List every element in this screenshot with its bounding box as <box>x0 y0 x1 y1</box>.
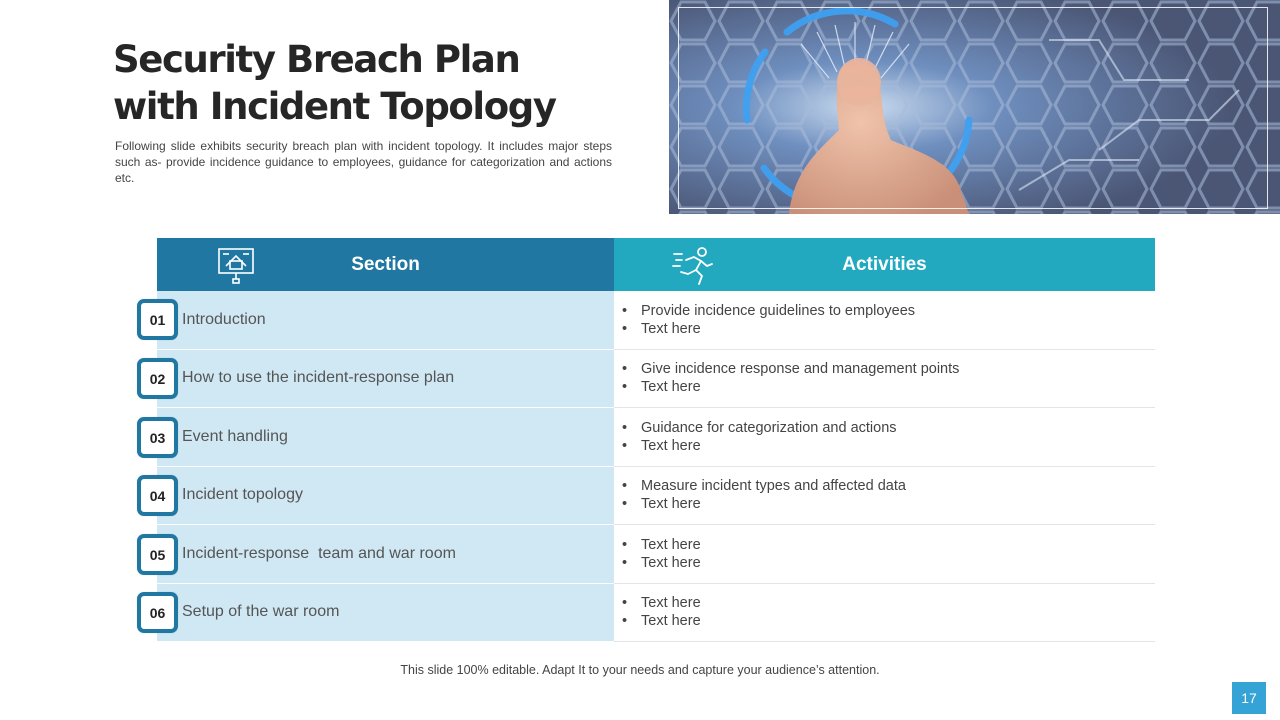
computer-network-icon <box>217 246 255 284</box>
section-cell: How to use the incident-response plan <box>157 350 614 409</box>
table-header <box>157 238 1155 291</box>
section-cell: Introduction <box>157 291 614 350</box>
page-number: 17 <box>1232 682 1266 714</box>
activities-cell <box>614 525 1155 584</box>
activity-bullet: • Guidance for categorization and actions <box>622 419 1155 437</box>
activities-cell <box>614 467 1155 526</box>
table-row <box>157 291 1155 350</box>
activities-cell <box>614 408 1155 467</box>
section-cell: Incident topology <box>157 467 614 526</box>
step-number-badge: 04 <box>137 475 178 516</box>
activity-bullet: • Give incidence response and management points <box>622 360 1155 378</box>
section-cell: Event handling <box>157 408 614 467</box>
step-number-badge: 05 <box>137 534 178 575</box>
activities-cell <box>614 584 1155 643</box>
footer-note: This slide 100% editable. Adapt It to your needs and capture your audience’s attention. <box>400 663 880 677</box>
section-cell: Setup of the war room <box>157 584 614 643</box>
plan-table <box>157 238 1155 642</box>
activity-bullet: • Text here <box>622 320 1155 338</box>
slide-title <box>113 36 593 130</box>
step-number-badge: 01 <box>137 299 178 340</box>
table-row <box>157 408 1155 467</box>
step-number-badge: 02 <box>137 358 178 399</box>
activity-bullet: • Text here <box>622 437 1155 455</box>
section-cell: Incident-response team and war room <box>157 525 614 584</box>
header-activities <box>614 238 1155 291</box>
table-row <box>157 467 1155 526</box>
title-line-1: Security Breach Plan <box>113 38 520 81</box>
table-row <box>157 350 1155 409</box>
activity-bullet: • Measure incident types and affected data <box>622 477 1155 495</box>
activity-bullet: • Text here <box>622 554 1155 572</box>
activities-cell <box>614 350 1155 409</box>
activity-bullet: • Text here <box>622 378 1155 396</box>
activity-bullet: • Text here <box>622 536 1155 554</box>
activity-bullet: • Text here <box>622 495 1155 513</box>
header-section <box>157 238 614 291</box>
step-number-badge: 03 <box>137 417 178 458</box>
hero-image <box>669 0 1280 214</box>
running-person-icon <box>672 246 716 286</box>
title-line-2: with Incident Topology <box>113 85 556 128</box>
slide-description: Following slide exhibits security breach plan with incident topology. It includes major steps such as- provide incidence guidance to employees, guidance for categorization and actions etc. <box>115 139 612 185</box>
activities-cell <box>614 291 1155 350</box>
activity-bullet: • Text here <box>622 612 1155 630</box>
activity-bullet: • Provide incidence guidelines to employees <box>622 302 1155 320</box>
header-section-label: Section <box>351 253 420 275</box>
table-row <box>157 584 1155 643</box>
activity-bullet: • Text here <box>622 594 1155 612</box>
header-activities-label: Activities <box>842 253 927 275</box>
step-number-badge: 06 <box>137 592 178 633</box>
hero-frame <box>678 7 1268 209</box>
table-row <box>157 525 1155 584</box>
